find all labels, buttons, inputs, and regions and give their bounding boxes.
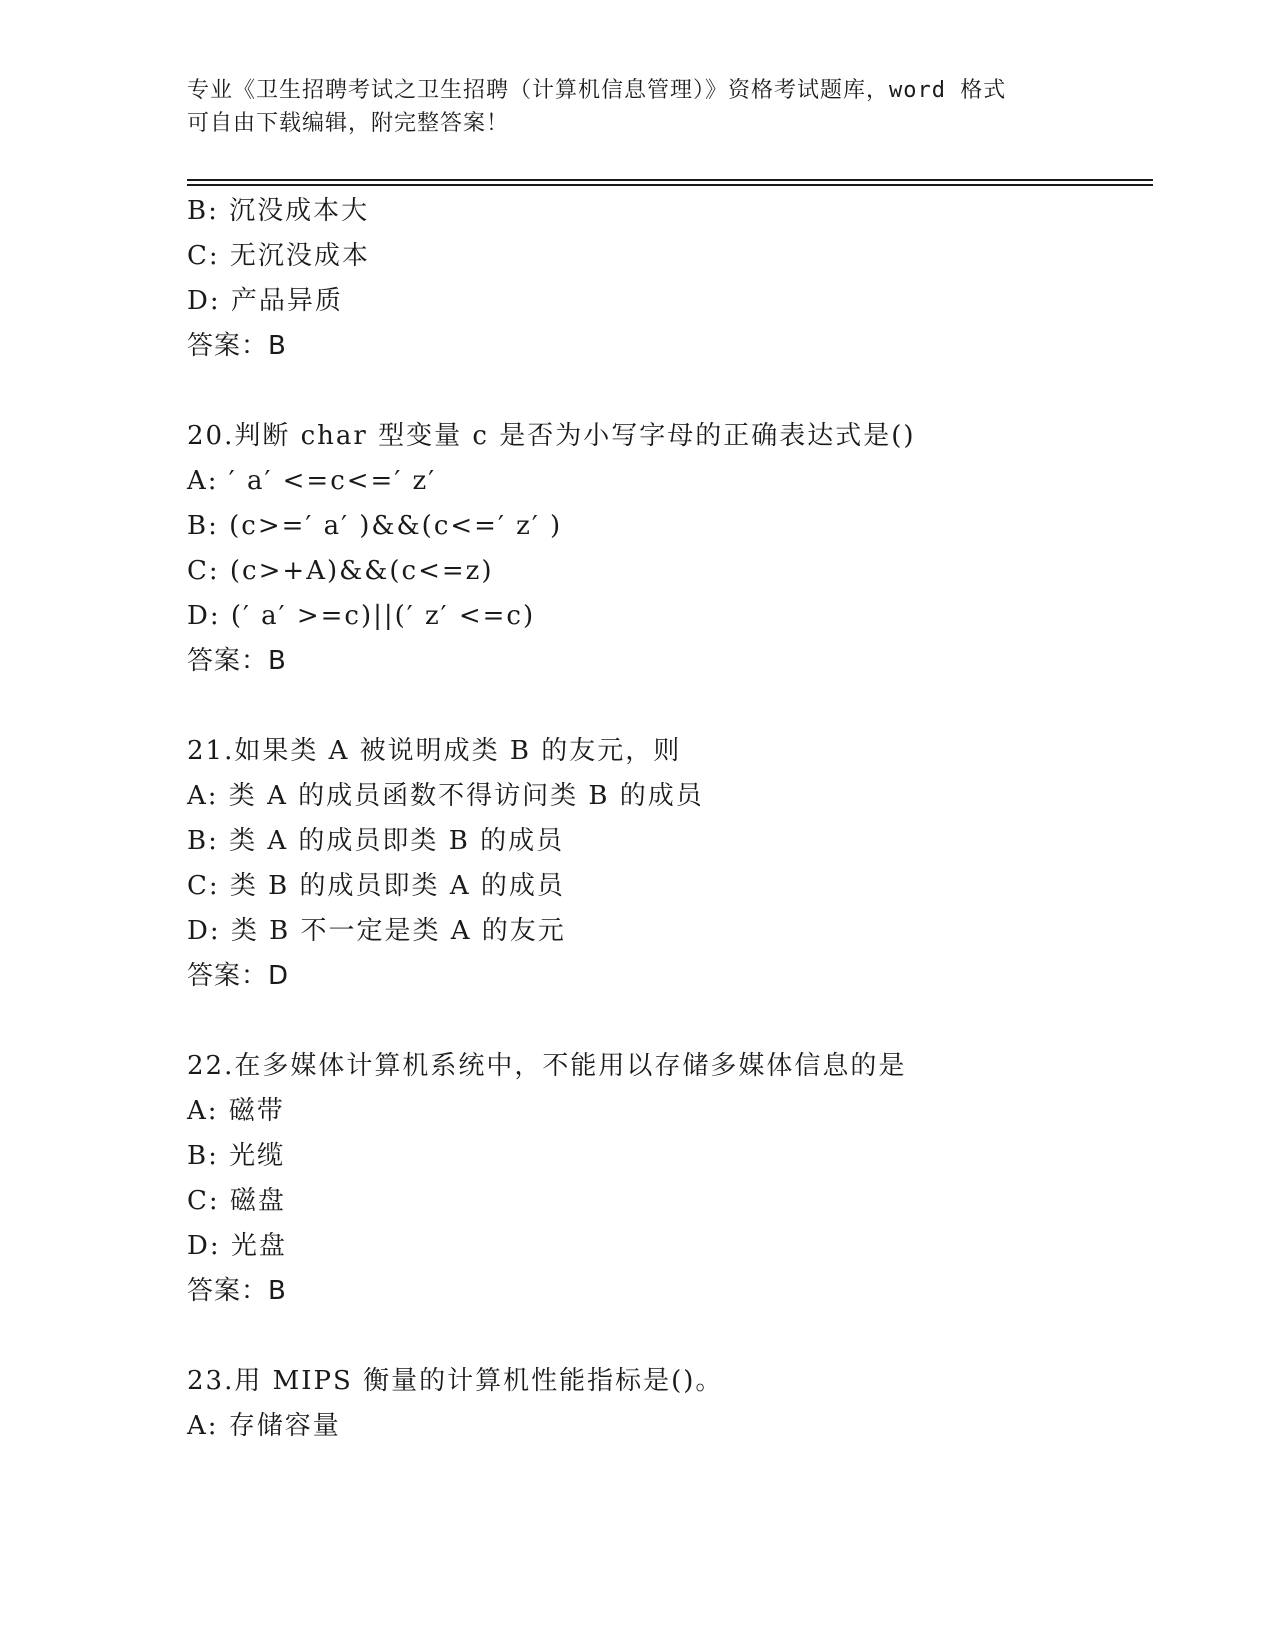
q21-option-a: A: 类 A 的成员函数不得访问类 B 的成员: [187, 781, 704, 811]
q20-option-a: A: ′ a′ <=c<=′ z′: [187, 466, 437, 496]
q19-answer: 答案：B: [187, 331, 287, 361]
q19-option-b: B: 沉没成本大: [187, 196, 370, 226]
q23-option-a: A: 存储容量: [187, 1411, 341, 1441]
q19-option-d: D: 产品异质: [187, 286, 343, 316]
q21-answer: 答案：D: [187, 961, 290, 991]
q21-question: 21.如果类 A 被说明成类 B 的友元，则: [187, 736, 682, 766]
header-title-line-2: 可自由下载编辑，附完整答案！: [187, 111, 510, 136]
header-divider-bottom: [187, 184, 1153, 186]
q22-option-c: C: 磁盘: [187, 1186, 286, 1216]
q23-question: 23.用 MIPS 衡量的计算机性能指标是()。: [187, 1366, 724, 1396]
q22-option-a: A: 磁带: [187, 1096, 285, 1126]
q20-option-c: C: (c>+A)&&(c<=z): [187, 556, 494, 586]
q21-option-c: C: 类 B 的成员即类 A 的成员: [187, 871, 565, 901]
q19-option-c: C: 无沉没成本: [187, 241, 370, 271]
document-header: [187, 74, 1087, 140]
q22-answer: 答案：B: [187, 1276, 287, 1306]
q20-option-b: B: (c>=′ a′ )&&(c<=′ z′ ): [187, 511, 563, 541]
q20-question: 20.判断 char 型变量 c 是否为小写字母的正确表达式是(): [187, 421, 916, 451]
header-divider-top: [187, 179, 1153, 181]
q20-option-d: D: (′ a′ >=c)||(′ z′ <=c): [187, 601, 536, 631]
header-title-line-1: 专业《卫生招聘考试之卫生招聘（计算机信息管理）》资格考试题库，word 格式: [187, 78, 1007, 103]
q21-option-b: B: 类 A 的成员即类 B 的成员: [187, 826, 565, 856]
q21-option-d: D: 类 B 不一定是类 A 的友元: [187, 916, 566, 946]
q22-question: 22.在多媒体计算机系统中，不能用以存储多媒体信息的是: [187, 1051, 907, 1081]
q22-option-d: D: 光盘: [187, 1231, 287, 1261]
q22-option-b: B: 光缆: [187, 1141, 286, 1171]
q20-answer: 答案：B: [187, 646, 287, 676]
